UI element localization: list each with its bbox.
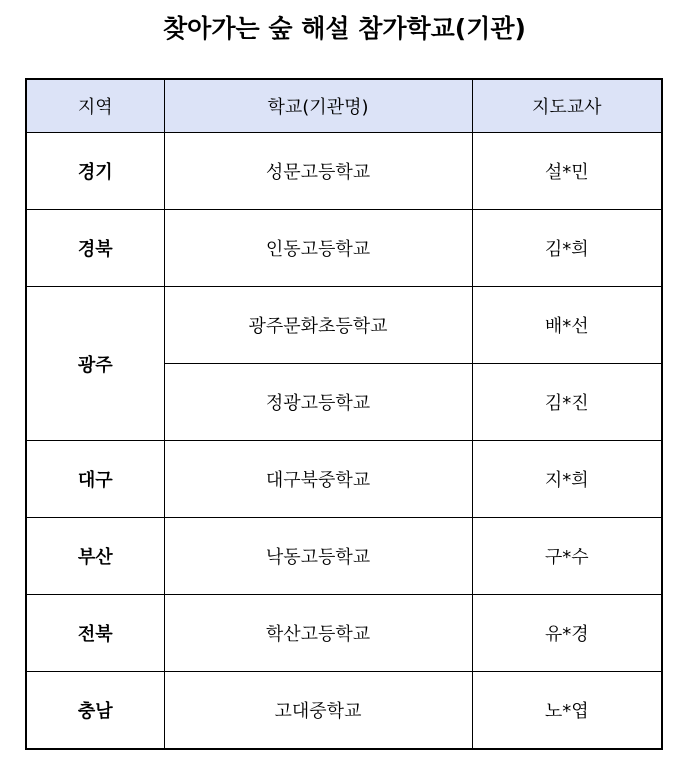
teacher-cell: 김*진: [472, 364, 662, 441]
region-cell: 전북: [26, 595, 164, 672]
table-row: [26, 210, 662, 287]
region-cell: 경북: [26, 210, 164, 287]
school-cell: 정광고등학교: [164, 364, 472, 441]
teacher-cell: 설*민: [472, 133, 662, 210]
school-cell: 광주문화초등학교: [164, 287, 472, 364]
table-row: [26, 518, 662, 595]
page-title: 찾아가는 숲 해설 참가학교(기관): [163, 14, 526, 43]
column-header-teacher: 지도교사: [472, 79, 662, 133]
region-cell: 경기: [26, 133, 164, 210]
region-cell: 부산: [26, 518, 164, 595]
teacher-cell: 유*경: [472, 595, 662, 672]
teacher-cell: 구*수: [472, 518, 662, 595]
school-cell: 낙동고등학교: [164, 518, 472, 595]
teacher-cell: 배*선: [472, 287, 662, 364]
teacher-cell: 김*희: [472, 210, 662, 287]
school-cell: 학산고등학교: [164, 595, 472, 672]
table-header-row: [26, 79, 662, 133]
table-row: [26, 441, 662, 518]
school-table: [25, 78, 663, 750]
column-header-school: 학교(기관명): [164, 79, 472, 133]
table-row: [26, 595, 662, 672]
school-cell: 대구북중학교: [164, 441, 472, 518]
region-cell: 광주: [26, 287, 164, 441]
region-cell: 대구: [26, 441, 164, 518]
school-cell: 성문고등학교: [164, 133, 472, 210]
teacher-cell: 노*엽: [472, 672, 662, 750]
column-header-region: 지역: [26, 79, 164, 133]
school-cell: 고대중학교: [164, 672, 472, 750]
region-cell: 충남: [26, 672, 164, 750]
table-row: [26, 672, 662, 750]
table-row: [26, 133, 662, 210]
teacher-cell: 지*희: [472, 441, 662, 518]
school-cell: 인동고등학교: [164, 210, 472, 287]
table-row: [26, 287, 662, 364]
